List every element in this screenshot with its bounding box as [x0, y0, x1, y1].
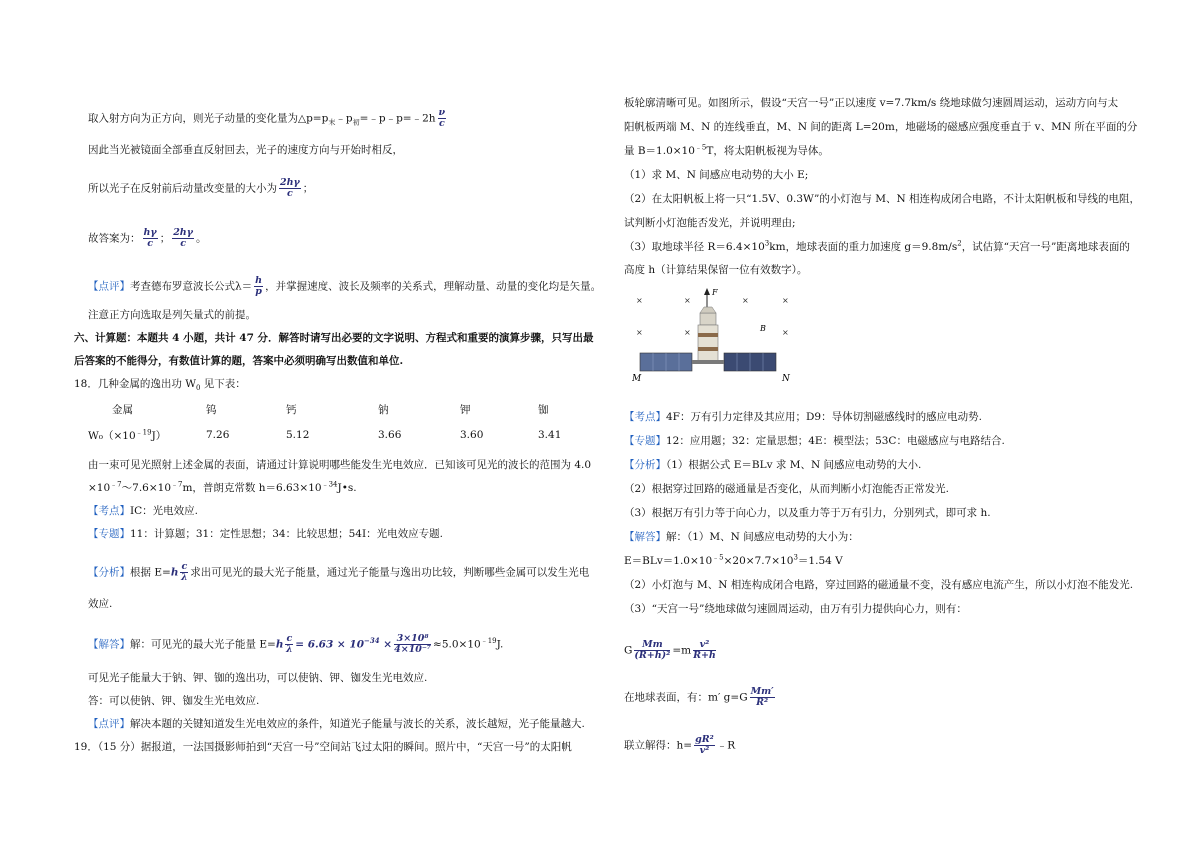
text-line: 效应.	[88, 598, 113, 610]
fraction-Mm-over-Rh2: $\frac{Mm}{\text{(R+h)²}}$	[634, 639, 671, 661]
text-line: （3）“天宫一号”绕地球做匀速圆周运动，由万有引力提供向心力，则有：	[624, 603, 967, 615]
section-heading: 后答案的不能得分，有数值计算的题，答案中必须明确写出数值和单位.	[74, 355, 404, 367]
text-line: 【考点】4F：万有引力定律及其应用；D9：导体切割磁感线时的感应电动势.	[624, 411, 982, 423]
text-line: 注意正方向选取是列矢量式的前提。	[88, 309, 256, 321]
fraction-c-over-lambda: $\frac{c}{\lambda}$	[181, 561, 188, 583]
fraction-gR2-over-v2: $\frac{\text{gR²}}{\text{v²}}$	[695, 734, 714, 756]
fraction-2hv-over-c: $\frac{2h\gamma}{c}$	[173, 227, 193, 249]
solution-tag: 【解答】	[624, 531, 666, 543]
equation-gravity-centripetal: G $\frac{Mm}{\text{(R+h)²}}$ =m $\frac{\text{v²}}{R+h}$	[624, 639, 716, 661]
table-cell: 5.12	[286, 429, 310, 441]
fraction-2hv-over-c: $\frac{2h\gamma}{c}$	[280, 177, 300, 199]
text-line: （2）根据穿过回路的磁通量是否变化，从而判断小灯泡能否正常发光.	[624, 483, 950, 495]
text-line: 【分析】根据 E=h $\frac{c}{\lambda}$ 求出可见光的最大光子能量，通过光子能量与逸出功比较，判断哪些金属可以发生光电	[88, 561, 590, 583]
table-row-label: $W_0(\times 10^{﹣19}J)$	[88, 428, 167, 442]
field-cross: ×	[782, 296, 789, 305]
equation-surface-gravity: 在地球表面，有：m′ g=G $\frac{Mm'}{\text{R²}}$	[624, 686, 774, 708]
text-line: 【分析】（1）根据公式 E＝BLv 求 M、N 间感应电动势的大小.	[624, 459, 922, 471]
comment-tag: 【点评】	[88, 280, 130, 293]
knowledge-tag: 【考点】	[624, 411, 666, 423]
solution-tag: 【解答】	[88, 638, 130, 651]
table-header-cell: 钠	[378, 403, 389, 416]
topic-tag: 【专题】	[88, 528, 130, 540]
fraction-Mm-over-R2: $\frac{Mm'}{\text{R²}}$	[750, 686, 774, 708]
table-cell: 3.60	[460, 429, 484, 441]
text-line: 【解答】解：（1）M、N 间感应电动势的大小为：	[624, 531, 859, 543]
work-function-table	[88, 396, 578, 448]
analysis-tag: 【分析】	[624, 459, 666, 471]
text-line: 高度 h（计算结果保留一位有效数字）。	[624, 264, 808, 276]
point-n-label: N	[782, 374, 790, 384]
table-header-cell: 金属	[112, 403, 133, 416]
table-header-row	[88, 396, 578, 422]
knowledge-tag: 【考点】	[88, 505, 130, 517]
table-header-cell: 钨	[206, 403, 217, 416]
field-label: B	[760, 324, 766, 333]
force-arrowhead	[704, 288, 710, 295]
text-line: （1）求 M、N 间感应电动势的大小 E;	[624, 169, 809, 181]
text-line: 【考点】IC：光电效应.	[88, 505, 199, 517]
text-line: （2）在太阳帆板上将一只“1.5V、0.3W”的小灯泡与 M、N 相连构成闭合电路，不计太阳帆板和导线的电阻，	[624, 193, 1140, 205]
text-line: 阳帆板两端 M、N 的连线垂直，M、N 间的距离 L=20m，地磁场的磁感应强度垂直于 v、MN 所在平面的分	[624, 121, 1138, 133]
question-19: 19．（15 分）据报道，一法国摄影师拍到“天宫一号”空间站飞过太阳的瞬间。照片中，“天宫一号”的太阳帆	[74, 741, 572, 753]
fraction-hv-over-c: $\frac{h\gamma}{c}$	[143, 227, 157, 249]
comment-line: 【点评】考查德布罗意波长公式λ＝ $\frac{h}{p}$ ，并掌握速度、波长及频率的关系式，理解动量、动量的变化均是矢量。	[88, 275, 602, 297]
station-band	[698, 333, 718, 337]
field-cross: ×	[782, 328, 789, 337]
table-header-cell: 钾	[460, 403, 471, 416]
field-cross: ×	[684, 296, 691, 305]
fraction-v2-over-Rh: $\frac{\text{v²}}{R+h}$	[693, 639, 716, 661]
station-nose	[700, 307, 716, 313]
field-cross: ×	[742, 296, 749, 305]
field-cross: ×	[636, 328, 643, 337]
topic-tag: 【专题】	[624, 435, 666, 447]
text-line: 由一束可见光照射上述金属的表面，请通过计算说明哪些能发生光电效应．已知该可见光的波长的范围为 4.0	[88, 459, 592, 471]
panel-truss	[692, 360, 724, 364]
table-header-cell: 钙	[286, 403, 297, 416]
text-line: 【专题】12：应用题；32：定量思想；4E：模型法；53C：电磁感应与电路结合.	[624, 435, 1005, 447]
field-cross: ×	[636, 296, 643, 305]
text-line: 量 $B=1.0\times 10^{﹣5}T$，将太阳帆板视为导体。	[624, 143, 829, 157]
fraction-h-over-p: $\frac{h}{p}$	[255, 275, 263, 297]
text-line: 【点评】解决本题的关键知道发生光电效应的条件，知道光子能量与波长的关系，波长越短，光子能量越大.	[88, 718, 585, 730]
answer-line: 故答案为： $\frac{h\gamma}{c}$ ； $\frac{2h\gamma}{c}$ 。	[88, 227, 207, 249]
text-line: 可见光子能量大于钠、钾、铷的逸出功，可以使钠、钾、铷发生光电效应.	[88, 672, 428, 684]
question-18: 18．几种金属的逸出功 $W_0$ 见下表：	[74, 378, 246, 393]
text-line: （3）取地球半径 $R=6.4\times 10^3km$，地球表面的重力加速度 $g=9.8m/s^2$，试估算“天宫一号”距离地球表面的	[624, 239, 1130, 253]
text-line: 试判断小灯泡能否发光，并说明理由;	[624, 217, 796, 229]
text-line: $\times 10^{﹣7}\sim 7.6\times 10^{﹣7}m$，普朗克常数 $h=6.63\times 10^{﹣34}J•s$.	[88, 480, 357, 494]
section-heading: 六、计算题：本题共 4 小题，共计 47 分．解答时请写出必要的文字说明、方程式和重要的演算步骤，只写出最	[74, 332, 594, 344]
text-line: （2）小灯泡与 M、N 相连构成闭合电路，穿过回路的磁通量不变，没有感应电流产生，所以小灯泡不能发光.	[624, 579, 1134, 591]
text-line: 答：可以使钠、钾、铷发生光电效应.	[88, 695, 260, 707]
fraction-c-over-lambda: $\frac{c}{\lambda}$	[286, 633, 293, 655]
fraction-nu-over-c: $\frac{\nu}{c}$	[438, 107, 446, 129]
table-cell: 7.26	[206, 429, 230, 441]
station-band	[698, 347, 718, 351]
comment-tag: 【点评】	[88, 718, 130, 730]
text-line: $E=BLv=1.0\times 10^{﹣5}\times 20\times 7.7\times 10^3=1.54$ V	[624, 553, 843, 567]
text-line: （3）根据万有引力等于向心力，以及重力等于万有引力，分别列式，即可求 h.	[624, 507, 991, 519]
fraction-numeric: $\frac{\text{3×10⁸}}{\text{4×10⁻⁷}}$	[394, 633, 432, 655]
table-row	[88, 422, 578, 448]
text-line: 所以光子在反射前后动量改变量的大小为 $\frac{2h\gamma}{c}$ ；	[88, 177, 314, 199]
station-body	[698, 325, 718, 361]
station-module	[700, 313, 716, 325]
force-label: F	[712, 288, 718, 297]
space-station-figure	[632, 285, 800, 385]
equation-result: 联立解得：h= $\frac{\text{gR²}}{\text{v²}}$ ﹣R	[624, 734, 736, 756]
text-line: 【解答】解：可见光的最大光子能量 E=h $\frac{c}{\lambda}$ = $6.63 \times 10^{-34}$ × $\frac{\text{3×10⁸}}{\text{4×10⁻⁷}}$ $\approx 5.0\times 10^{﹣19}J$.	[88, 633, 504, 655]
momentum-change-line: 取入射方向为正方向，则光子动量的变化量为$\triangle p=p_末﹣p_初=﹣p﹣p=﹣2h$ $\frac{\nu}{c}$	[88, 107, 446, 129]
table-cell: 3.66	[378, 429, 402, 441]
table-header-cell: 铷	[538, 403, 549, 416]
analysis-tag: 【分析】	[88, 566, 130, 579]
text-line: 板轮廓清晰可见。如图所示，假设“天宫一号”正以速度 v=7.7km/s 绕地球做匀速圆周运动，运动方向与太	[624, 97, 1119, 109]
table-cell: 3.41	[538, 429, 562, 441]
field-cross: ×	[684, 328, 691, 337]
point-m-label: M	[632, 374, 642, 384]
text-line: 因此当光被镜面全部垂直反射回去，光子的速度方向与开始时相反，	[88, 144, 403, 156]
text-line: 【专题】11：计算题；31：定性思想；34：比较思想；54I：光电效应专题.	[88, 528, 443, 540]
